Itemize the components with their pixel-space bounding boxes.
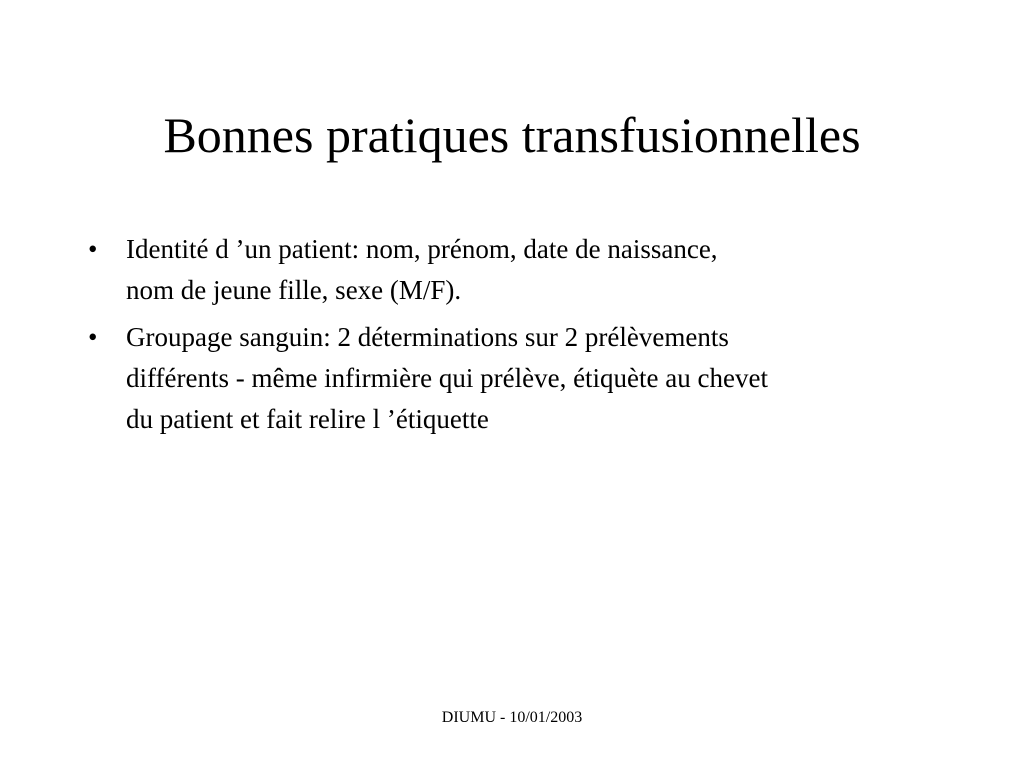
bullet-list: [82, 229, 982, 446]
bullet-item-identity: [82, 229, 982, 311]
slide-title: Bonnes pratiques transfusionnelles: [163, 107, 861, 163]
bullet-line: différents - même infirmière qui prélève, étiquète au chevet: [126, 363, 768, 393]
bullet-marker: •: [88, 234, 98, 264]
bullet-line: nom de jeune fille, sexe (M/F).: [126, 275, 462, 305]
bullet-line: Identité d ’un patient: nom, prénom, date de naissance,: [126, 234, 718, 264]
slide-footer: DIUMU - 10/01/2003: [441, 709, 583, 726]
bullet-line: Groupage sanguin: 2 déterminations sur 2 prélèvements: [126, 322, 729, 352]
bullet-marker: •: [88, 322, 98, 352]
bullet-item-blood-grouping: [82, 317, 982, 440]
bullet-line: du patient et fait relire l ’étiquette: [126, 404, 489, 434]
